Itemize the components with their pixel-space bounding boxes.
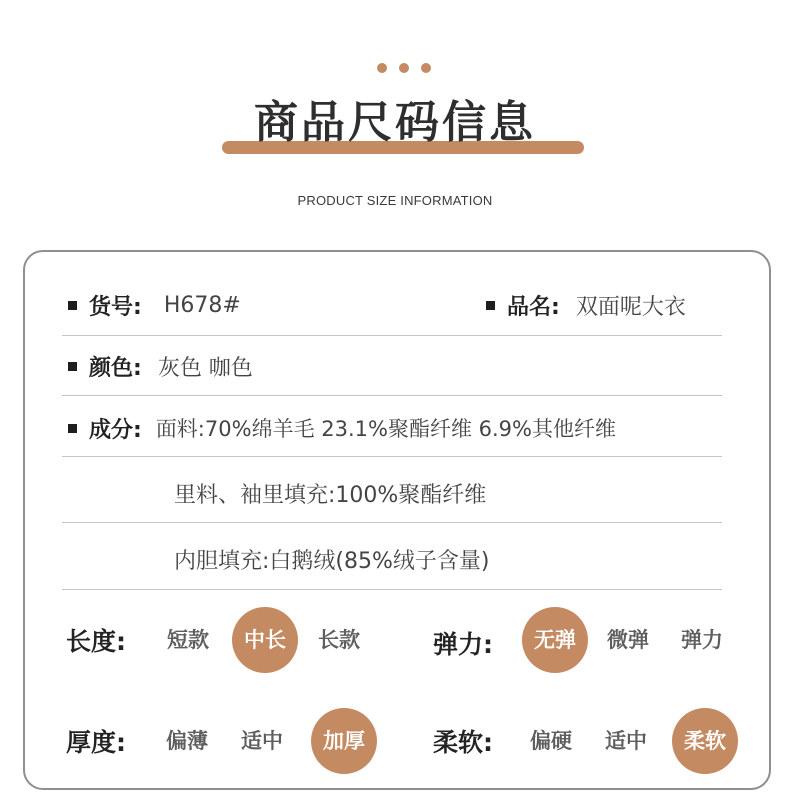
page-title: 商品尺码信息 bbox=[254, 97, 536, 148]
composition-line-1: 面料:70%绵羊毛 23.1%聚酯纤维 6.9%其他纤维 bbox=[155, 417, 616, 441]
item-no-label: 货号: bbox=[89, 294, 142, 320]
bullet-icon bbox=[68, 301, 77, 310]
color-label: 颜色: bbox=[89, 355, 142, 381]
page-subtitle: PRODUCT SIZE INFORMATION bbox=[297, 193, 493, 208]
composition-line-3: 内胆填充:白鹅绒(85%绒子含量) bbox=[174, 548, 490, 574]
divider bbox=[62, 522, 722, 523]
composition-row-3 bbox=[174, 541, 489, 577]
softness-option-medium: 适中 bbox=[605, 729, 647, 753]
composition-line-2: 里料、袖里填充:100%聚酯纤维 bbox=[174, 482, 487, 508]
product-name-row bbox=[486, 287, 686, 323]
softness-attribute-label: 柔软: bbox=[433, 728, 493, 757]
divider bbox=[62, 456, 722, 457]
product-name-value: 双面呢大衣 bbox=[575, 294, 686, 320]
thickness-option-medium: 适中 bbox=[241, 729, 283, 753]
thickness-attribute-label: 厚度: bbox=[66, 728, 126, 757]
elasticity-option-slight: 微弹 bbox=[607, 628, 649, 652]
composition-row-2 bbox=[174, 475, 486, 511]
color-row bbox=[68, 348, 253, 384]
elasticity-attribute-label: 弹力: bbox=[433, 630, 493, 659]
length-option-medium-selected: 中长 bbox=[232, 607, 298, 673]
decorative-dots bbox=[377, 63, 431, 73]
bullet-icon bbox=[68, 424, 77, 433]
info-card bbox=[23, 250, 771, 790]
length-option-long: 长款 bbox=[318, 628, 360, 652]
product-name-label: 品名: bbox=[507, 294, 560, 320]
elasticity-option-elastic: 弹力 bbox=[681, 628, 723, 652]
length-attribute-label: 长度: bbox=[66, 627, 126, 656]
length-option-short: 短款 bbox=[167, 628, 209, 652]
thickness-option-thick-selected: 加厚 bbox=[311, 708, 377, 774]
elasticity-option-none-selected: 无弹 bbox=[522, 607, 588, 673]
divider bbox=[62, 589, 722, 590]
thickness-option-thin: 偏薄 bbox=[166, 729, 208, 753]
divider bbox=[62, 335, 722, 336]
softness-option-soft-selected: 柔软 bbox=[672, 708, 738, 774]
divider bbox=[62, 395, 722, 396]
softness-option-hard: 偏硬 bbox=[530, 729, 572, 753]
item-no-row bbox=[68, 287, 241, 323]
color-value: 灰色 咖色 bbox=[157, 355, 253, 381]
bullet-icon bbox=[68, 362, 77, 371]
composition-label: 成分: bbox=[89, 417, 142, 443]
composition-row bbox=[68, 410, 616, 446]
bullet-icon bbox=[486, 301, 495, 310]
item-no-value: H678# bbox=[163, 292, 241, 318]
